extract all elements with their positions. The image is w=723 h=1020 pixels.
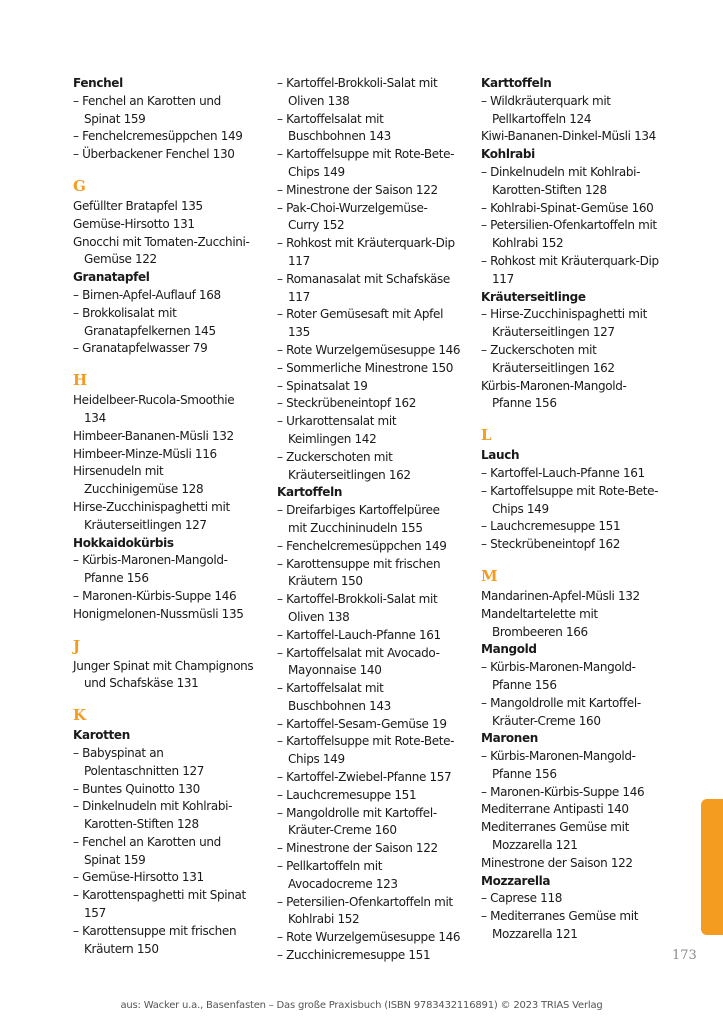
index-entry-continuation: 117	[288, 253, 310, 268]
index-entry-continuation: Pfanne 156	[492, 677, 557, 692]
thumb-index-tab	[701, 799, 723, 935]
index-entry: – Minestrone der Saison 122	[277, 841, 438, 856]
index-entry-continuation: 117	[288, 289, 310, 304]
index-entry: – Kartoffelsalat mit Avocado-	[277, 645, 440, 660]
index-entry-continuation: mit Zucchininudeln 155	[288, 520, 423, 535]
index-entry: – Kartoffelsuppe mit Rote-Bete-	[277, 147, 455, 162]
index-entry: – Karottensuppe mit frischen	[277, 556, 441, 571]
index-entry-continuation: Karotten-Stiften 128	[492, 182, 607, 197]
index-entry-continuation: Kräuter-Creme 160	[492, 713, 601, 728]
index-entry-continuation: Pfanne 156	[84, 571, 149, 586]
index-entry: Mediterrane Antipasti 140	[481, 802, 629, 817]
index-entry: – Kartoffel-Zwiebel-Pfanne 157	[277, 770, 452, 785]
index-entry-continuation: Zucchinigemüse 128	[84, 482, 204, 497]
index-entry-continuation: Gemüse 122	[84, 252, 157, 267]
index-entry-continuation: Oliven 138	[288, 93, 350, 108]
index-entry-continuation: Chips 149	[288, 164, 345, 179]
index-entry-continuation: 135	[288, 325, 310, 340]
index-heading: Kartoffeln	[277, 485, 343, 500]
index-entry-continuation: Pfanne 156	[492, 396, 557, 411]
index-entry: Gefüllter Bratapfel 135	[73, 198, 203, 213]
index-entry: – Rohkost mit Kräuterquark-Dip	[277, 236, 455, 251]
index-entry: – Romanasalat mit Schafskäse	[277, 271, 450, 286]
index-entry: – Roter Gemüsesaft mit Apfel	[277, 307, 444, 322]
index-entry: – Gemüse-Hirsotto 131	[73, 870, 204, 885]
index-heading: Fenchel	[73, 76, 123, 90]
index-entry-continuation: Mozzarella 121	[492, 927, 578, 942]
index-entry: – Rote Wurzelgemüsesuppe 146	[277, 930, 461, 945]
index-entry-continuation: Kräuterseitlingen 127	[84, 517, 207, 532]
section-letter: L	[481, 426, 492, 445]
index-entry: Minestrone der Saison 122	[481, 855, 633, 870]
index-entry: – Kartoffelsalat mit	[277, 111, 384, 126]
index-entry: – Kürbis-Maronen-Mangold-	[481, 660, 636, 675]
index-entry: – Kartoffelsalat mit	[277, 681, 384, 696]
index-entry: Mandarinen-Apfel-Müsli 132	[481, 588, 640, 603]
index-entry-continuation: Pellkartoffeln 124	[492, 111, 592, 126]
index-entry: – Maronen-Kürbis-Suppe 146	[73, 588, 237, 603]
index-entry: – Caprese 118	[481, 891, 563, 906]
index-entry: – Mangoldrolle mit Kartoffel-	[277, 805, 437, 820]
index-entry-continuation: Granatapfelkernen 145	[84, 323, 216, 338]
index-entry: – Brokkolisalat mit	[73, 305, 177, 320]
source-footer: aus: Wacker u.a., Basenfasten – Das große Praxisbuch (ISBN 9783432116891) © 2023 TRIAS Verlag	[120, 1000, 603, 1011]
index-entry: – Hirse-Zucchinispaghetti mit	[481, 307, 647, 322]
index-entry-continuation: Chips 149	[492, 501, 549, 516]
index-entry-continuation: 134	[84, 410, 106, 425]
index-entry: – Babyspinat an	[73, 745, 164, 760]
index-entry: – Zuckerschoten mit	[481, 342, 597, 357]
index-entry: – Zucchinicremesuppe 151	[277, 948, 431, 963]
index-entry-continuation: Polentaschnitten 127	[84, 763, 205, 778]
index-entry-continuation: Kräutern 150	[84, 941, 159, 956]
index-entry: Himbeer-Minze-Müsli 116	[73, 446, 217, 461]
index-entry-continuation: Buschbohnen 143	[288, 698, 391, 713]
index-entry: – Lauchcremesuppe 151	[277, 787, 417, 802]
index-entry: – Maronen-Kürbis-Suppe 146	[481, 784, 645, 799]
index-entry: – Petersilien-Ofenkartoffeln mit	[277, 894, 453, 909]
index-entry-continuation: 157	[84, 906, 106, 921]
index-entry: – Dinkelnudeln mit Kohlrabi-	[481, 164, 641, 179]
index-entry-continuation: Mozzarella 121	[492, 838, 578, 853]
index-entry-continuation: Oliven 138	[288, 609, 350, 624]
index-entry: – Sommerliche Minestrone 150	[277, 360, 454, 375]
index-entry: – Fenchelcremesüppchen 149	[73, 129, 243, 144]
index-entry: – Kartoffelsuppe mit Rote-Bete-	[481, 483, 659, 498]
section-letter: M	[481, 566, 498, 585]
index-entry: Hirse-Zucchinispaghetti mit	[73, 499, 230, 514]
index-entry-continuation: Kräuter-Creme 160	[288, 823, 397, 838]
index-entry: – Kartoffelsuppe mit Rote-Bete-	[277, 734, 455, 749]
index-entry: Kürbis-Maronen-Mangold-	[481, 378, 627, 393]
index-entry-continuation: Avocadocreme 123	[288, 876, 398, 891]
index-entry: – Kartoffel-Lauch-Pfanne 161	[481, 465, 645, 480]
index-entry: Gnocchi mit Tomaten-Zucchini-	[73, 234, 250, 249]
index-heading: Karotten	[73, 728, 130, 743]
index-entry: – Fenchel an Karotten und	[73, 834, 221, 849]
index-entry-continuation: Spinat 159	[84, 111, 146, 126]
index-entry-continuation: Chips 149	[288, 752, 345, 767]
index-entry-continuation: Brombeeren 166	[492, 624, 588, 639]
index-entry: – Kohlrabi-Spinat-Gemüse 160	[481, 200, 654, 215]
index-heading: Mangold	[481, 642, 537, 657]
index-entry: – Minestrone der Saison 122	[277, 182, 438, 197]
index-entry: – Kartoffel-Lauch-Pfanne 161	[277, 627, 441, 642]
index-entry: – Karottenspaghetti mit Spinat	[73, 888, 246, 903]
index-entry: – Kartoffel-Brokkoli-Salat mit	[277, 592, 438, 607]
index-entry-continuation: Kräuterseitlingen 162	[288, 467, 411, 482]
index-entry: – Kürbis-Maronen-Mangold-	[73, 553, 228, 568]
index-entry-continuation: Keimlingen 142	[288, 431, 377, 446]
index-entry: – Pak-Choi-Wurzelgemüse-	[277, 200, 428, 215]
index-entry: – Buntes Quinotto 130	[73, 781, 200, 796]
index-entry-continuation: Kräutern 150	[288, 574, 363, 589]
index-entry-continuation: Spinat 159	[84, 852, 146, 867]
index-entry-continuation: Curry 152	[288, 218, 345, 233]
section-letter: H	[73, 371, 87, 390]
index-entry: Kiwi-Bananen-Dinkel-Müsli 134	[481, 129, 656, 144]
index-entry: – Zuckerschoten mit	[277, 449, 393, 464]
index-entry-continuation: Mayonnaise 140	[288, 663, 382, 678]
index-entry-continuation: Kräuterseitlingen 127	[492, 325, 615, 340]
index-entry: Mediterranes Gemüse mit	[481, 820, 629, 835]
index-entry-continuation: Kohlrabi 152	[492, 236, 564, 251]
index-entry-continuation: Pfanne 156	[492, 766, 557, 781]
index-heading: Lauch	[481, 448, 520, 463]
index-entry-continuation: Buschbohnen 143	[288, 129, 391, 144]
index-entry: – Fenchelcremesüppchen 149	[277, 538, 447, 553]
index-entry: – Fenchel an Karotten und	[73, 93, 221, 108]
index-entry: – Kürbis-Maronen-Mangold-	[481, 749, 636, 764]
index-entry: – Karottensuppe mit frischen	[73, 923, 237, 938]
index-heading: Mozzarella	[481, 873, 551, 888]
index-entry: – Petersilien-Ofenkartoffeln mit	[481, 218, 657, 233]
index-heading: Granatapfel	[73, 270, 150, 285]
index-entry: – Überbackener Fenchel 130	[73, 147, 235, 162]
index-heading: Karttoffeln	[481, 76, 552, 90]
index-heading: Hokkaidokürbis	[73, 535, 174, 550]
index-entry: – Kartoffel-Sesam-Gemüse 19	[277, 716, 447, 731]
index-entry: – Mangoldrolle mit Kartoffel-	[481, 695, 641, 710]
index-entry: – Granatapfelwasser 79	[73, 341, 208, 356]
index-entry: Gemüse-Hirsotto 131	[73, 216, 195, 231]
index-entry: – Rote Wurzelgemüsesuppe 146	[277, 342, 461, 357]
index-entry: – Lauchcremesuppe 151	[481, 519, 621, 534]
index-entry: – Urkarottensalat mit	[277, 414, 397, 429]
index-entry-continuation: 117	[492, 271, 514, 286]
index-entry: – Wildkräuterquark mit	[481, 93, 611, 108]
index-entry: Heidelbeer-Rucola-Smoothie	[73, 393, 235, 408]
index-entry: – Pellkartoffeln mit	[277, 859, 383, 874]
index-column-2	[277, 75, 472, 965]
index-entry-continuation: Kohlrabi 152	[288, 912, 360, 927]
index-entry: – Kartoffel-Brokkoli-Salat mit	[277, 76, 438, 90]
section-letter: K	[73, 706, 86, 725]
section-letter: J	[73, 636, 80, 655]
index-entry: Hirsenudeln mit	[73, 464, 164, 479]
index-entry-continuation: Karotten-Stiften 128	[84, 817, 199, 832]
index-entry: Junger Spinat mit Champignons	[73, 658, 254, 673]
index-column-1	[73, 75, 268, 958]
index-entry: – Mediterranes Gemüse mit	[481, 909, 639, 924]
index-entry: – Birnen-Apfel-Auflauf 168	[73, 287, 221, 302]
section-letter: G	[73, 176, 86, 195]
index-column-3	[481, 75, 696, 944]
index-heading: Maronen	[481, 731, 538, 746]
index-entry: Mandeltartelette mit	[481, 606, 598, 621]
index-heading: Kohlrabi	[481, 147, 535, 162]
index-entry: – Steckrübeneintopf 162	[277, 396, 417, 411]
index-entry-continuation: Kräuterseitlingen 162	[492, 360, 615, 375]
index-entry: Honigmelonen-Nussmüsli 135	[73, 606, 244, 621]
index-entry: – Dinkelnudeln mit Kohlrabi-	[73, 799, 233, 814]
page-number: 173	[672, 948, 697, 963]
index-entry: – Steckrübeneintopf 162	[481, 537, 621, 552]
index-entry-continuation: und Schafskäse 131	[84, 676, 199, 691]
index-heading: Kräuterseitlinge	[481, 289, 586, 304]
index-entry: Himbeer-Bananen-Müsli 132	[73, 428, 234, 443]
index-entry: – Dreifarbiges Kartoffelpüree	[277, 503, 440, 518]
index-entry: – Spinatsalat 19	[277, 378, 368, 393]
index-entry: – Rohkost mit Kräuterquark-Dip	[481, 253, 659, 268]
